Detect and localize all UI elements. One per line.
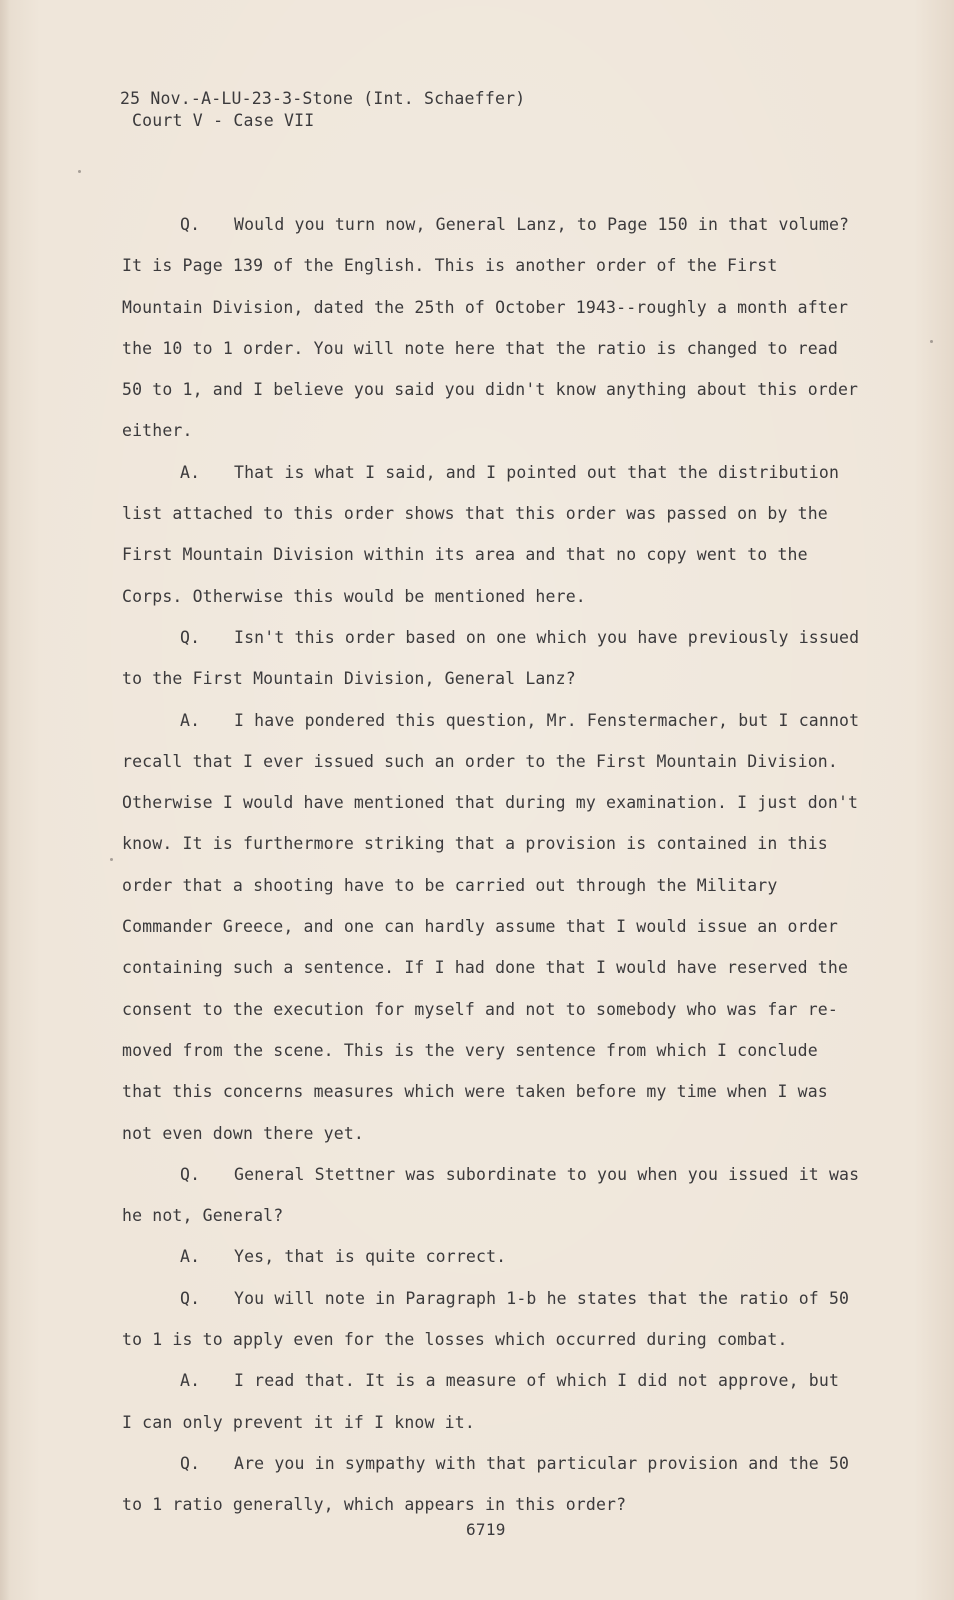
transcript-line <box>122 204 882 245</box>
line-text: consent to the execution for myself and not to somebody who was far re- <box>122 999 838 1019</box>
line-text: General Stettner was subordinate to you when you issued it was <box>234 1164 860 1184</box>
line-text: First Mountain Division within its area and that no copy went to the <box>122 545 808 565</box>
transcript-line <box>122 576 882 617</box>
line-text: Commander Greece, and one can hardly assume that I would issue an order <box>122 917 838 937</box>
transcript-line <box>122 1030 882 1071</box>
transcript-line <box>122 287 882 328</box>
transcript-line <box>122 906 882 947</box>
page-edge-shadow <box>0 0 10 1600</box>
line-text: You will note in Paragraph 1-b he states that the ratio of 50 <box>234 1288 850 1308</box>
speaker-label: A. <box>180 1371 201 1391</box>
speaker-label: A. <box>180 462 201 482</box>
transcript-line <box>122 823 882 864</box>
speaker-label: Q. <box>180 1164 201 1184</box>
line-text: Would you turn now, General Lanz, to Page 150 in that volume? <box>234 215 850 234</box>
line-text: list attached to this order shows that this order was passed on by the <box>122 504 828 524</box>
line-text: the 10 to 1 order. You will note here that the ratio is changed to read <box>122 338 838 358</box>
transcript-line <box>122 452 882 493</box>
transcript-line <box>122 865 882 906</box>
transcript-line <box>122 989 882 1030</box>
transcript-line <box>122 741 882 782</box>
speaker-label: Q. <box>180 627 201 647</box>
line-text: order that a shooting have to be carried out through the Military <box>122 875 778 895</box>
transcript-line <box>122 1195 882 1236</box>
line-text: not even down there yet. <box>122 1123 365 1143</box>
transcript-line <box>122 534 882 575</box>
page-number: 6719 <box>466 1520 506 1539</box>
line-text: Isn't this order based on one which you have previously issued <box>234 627 860 647</box>
transcript-line <box>122 1071 882 1112</box>
header-line-1: 25 Nov.-A-LU-23-3-Stone (Int. Schaeffer) <box>120 89 526 108</box>
line-text: he not, General? <box>122 1206 284 1226</box>
line-text: containing such a sentence. If I had done that I would have reserved the <box>122 958 849 978</box>
transcript-line <box>122 700 882 741</box>
line-text: Otherwise I would have mentioned that during my examination. I just don't <box>122 793 859 813</box>
line-text: that this concerns measures which were taken before my time when I was <box>122 1082 828 1102</box>
line-text: moved from the scene. This is the very sentence from which I conclude <box>122 1040 818 1060</box>
transcript-line <box>122 493 882 534</box>
speaker-label: A. <box>180 710 201 730</box>
speaker-label: A. <box>180 1247 201 1267</box>
transcript-line <box>122 369 882 410</box>
transcript-line <box>122 1154 882 1195</box>
line-text: It is Page 139 of the English. This is another order of the First <box>122 256 778 276</box>
transcript-line <box>122 947 882 988</box>
transcript-line <box>122 658 882 699</box>
speaker-label: Q. <box>180 215 201 234</box>
transcript-line <box>122 782 882 823</box>
line-text: to 1 is to apply even for the losses which occurred during combat. <box>122 1330 788 1350</box>
line-text: Corps. Otherwise this would be mentioned here. <box>122 586 586 606</box>
line-text: 50 to 1, and I believe you said you didn't know anything about this order <box>122 380 859 400</box>
document-header <box>120 88 525 132</box>
transcript-line <box>122 617 882 658</box>
transcript-line <box>122 410 882 451</box>
line-text: Yes, that is quite correct. <box>234 1247 507 1267</box>
line-text: recall that I ever issued such an order to the First Mountain Division. <box>122 751 838 771</box>
line-text: to 1 ratio generally, which appears in this order? <box>122 1495 627 1515</box>
line-text: to the First Mountain Division, General Lanz? <box>122 669 576 689</box>
paper-speck <box>78 170 81 173</box>
line-text: Are you in sympathy with that particular provision and the 50 <box>234 1453 850 1473</box>
transcript-line <box>122 1360 882 1401</box>
line-text: I have pondered this question, Mr. Fenstermacher, but I cannot <box>234 710 860 730</box>
line-text: That is what I said, and I pointed out that the distribution <box>234 462 840 482</box>
paper-speck <box>110 858 113 861</box>
line-text: Mountain Division, dated the 25th of October 1943--roughly a month after <box>122 297 849 317</box>
transcript-line <box>122 1236 882 1277</box>
transcript-line <box>122 1402 882 1443</box>
line-text: I read that. It is a measure of which I did not approve, but <box>234 1371 840 1391</box>
transcript-line <box>122 1113 882 1154</box>
line-text: I can only prevent it if I know it. <box>122 1412 475 1432</box>
line-text: know. It is furthermore striking that a provision is contained in this <box>122 834 828 854</box>
transcript-line <box>122 1278 882 1319</box>
speaker-label: Q. <box>180 1288 201 1308</box>
transcript-line <box>122 328 882 369</box>
line-text: either. <box>122 421 193 441</box>
transcript-line <box>122 1443 882 1484</box>
transcript-line <box>122 1319 882 1360</box>
header-line-2: Court V - Case VII <box>132 111 315 130</box>
transcript-body <box>122 204 882 1526</box>
paper-speck <box>930 340 933 343</box>
transcript-line <box>122 245 882 286</box>
speaker-label: Q. <box>180 1453 201 1473</box>
